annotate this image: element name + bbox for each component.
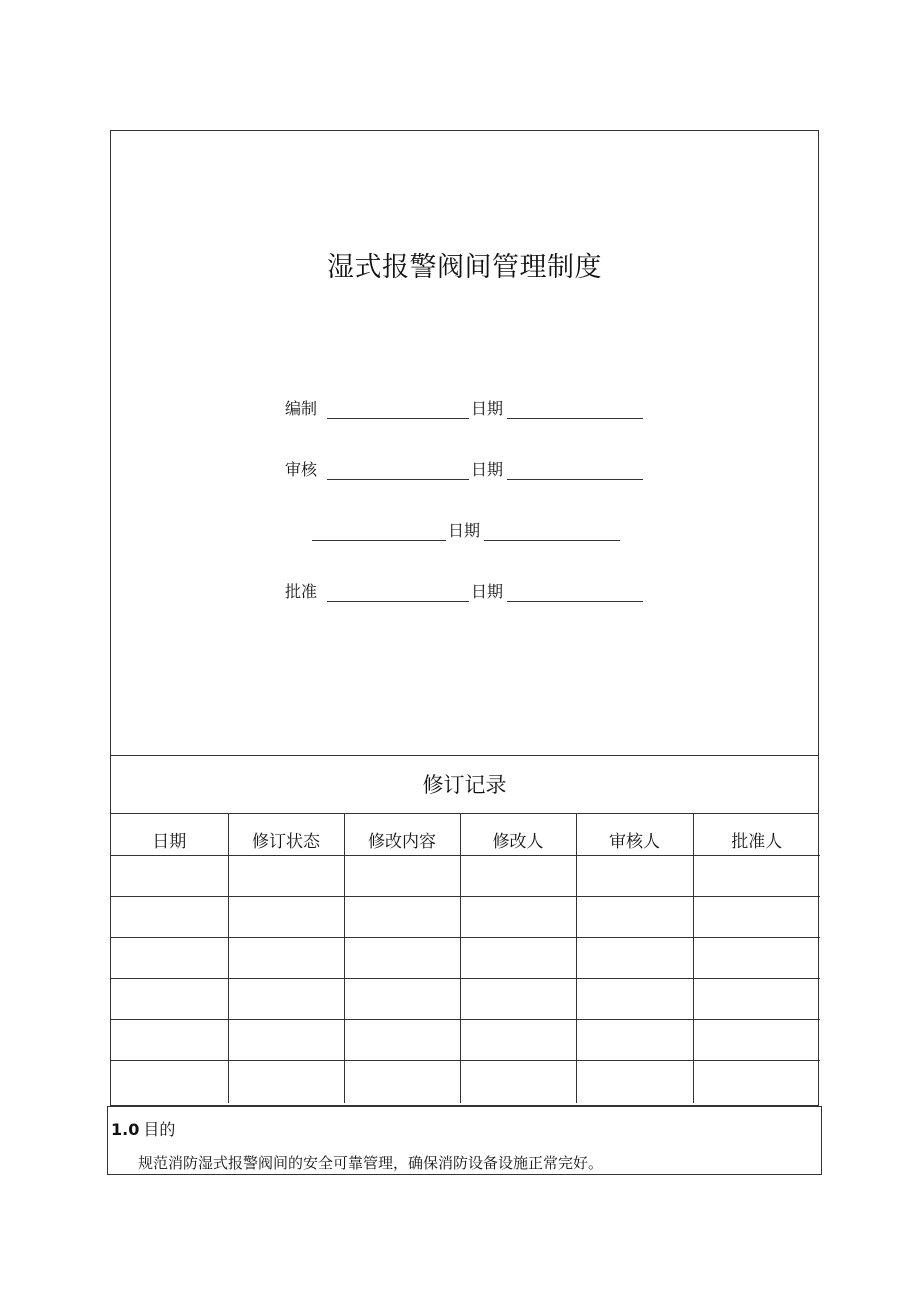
column-header-date: 日期 [111,814,228,855]
signoff-row-blank [312,517,620,541]
signoff-row-compile [285,395,643,419]
signature-line [327,400,469,419]
section-body: 规范消防湿式报警阀间的安全可靠管理，确保消防设备设施正常完好。 [138,1154,604,1172]
table-cell [344,896,460,937]
table-cell [344,1019,460,1060]
table-cell [344,1060,460,1103]
table-cell [693,1060,820,1103]
date-line [507,583,643,602]
table-cell [228,896,344,937]
table-cell [576,1019,693,1060]
table-cell [228,978,344,1019]
cover-page [110,130,819,755]
table-cell [576,896,693,937]
table-row [111,978,820,1019]
table-cell [460,1060,576,1103]
date-line [507,400,643,419]
column-header-modifier: 修改人 [460,814,576,855]
date-label: 日期 [448,521,481,540]
table-header-row [111,814,820,855]
table-cell [344,937,460,978]
signature-line [327,583,469,602]
table-cell [693,855,820,896]
table-cell [228,855,344,896]
column-header-reviewer: 审核人 [576,814,693,855]
table-cell [693,937,820,978]
table-cell [693,978,820,1019]
date-line [507,461,643,480]
table-row [111,896,820,937]
table-cell [111,1060,228,1103]
table-cell [111,1019,228,1060]
table-row [111,1019,820,1060]
table-cell [693,896,820,937]
table-cell [111,855,228,896]
table-cell [576,978,693,1019]
signoff-row-review [285,456,643,480]
revision-record-title: 修订记录 [111,756,818,814]
table-cell [460,1019,576,1060]
table-row [111,855,820,896]
signoff-label: 编制 [285,399,318,418]
date-label: 日期 [471,582,504,601]
table-cell [111,978,228,1019]
table-cell [460,978,576,1019]
table-cell [111,937,228,978]
purpose-section [107,1106,822,1175]
section-heading [111,1117,175,1140]
table-cell [111,896,228,937]
table-cell [576,1060,693,1103]
table-cell [344,855,460,896]
document-title: 湿式报警阀间管理制度 [327,252,602,283]
section-number: 1.0 [111,1120,140,1139]
date-label: 日期 [471,460,504,479]
table-cell [460,855,576,896]
table-cell [576,937,693,978]
table-cell [228,937,344,978]
signoff-label: 审核 [285,460,318,479]
column-header-content: 修改内容 [344,814,460,855]
signature-line [312,522,446,541]
signature-line [327,461,469,480]
section-title: 目的 [143,1120,176,1139]
revision-record [110,755,819,1106]
table-cell [228,1019,344,1060]
date-line [484,522,620,541]
table-cell [344,978,460,1019]
signoff-label: 批准 [285,582,318,601]
date-label: 日期 [471,399,504,418]
column-header-approver: 批准人 [693,814,820,855]
table-cell [228,1060,344,1103]
table-cell [460,896,576,937]
table-row [111,937,820,978]
revision-table [111,814,820,1103]
table-row [111,1060,820,1103]
signoff-row-approve [285,578,643,602]
table-cell [576,855,693,896]
table-cell [460,937,576,978]
table-cell [693,1019,820,1060]
column-header-status: 修订状态 [228,814,344,855]
